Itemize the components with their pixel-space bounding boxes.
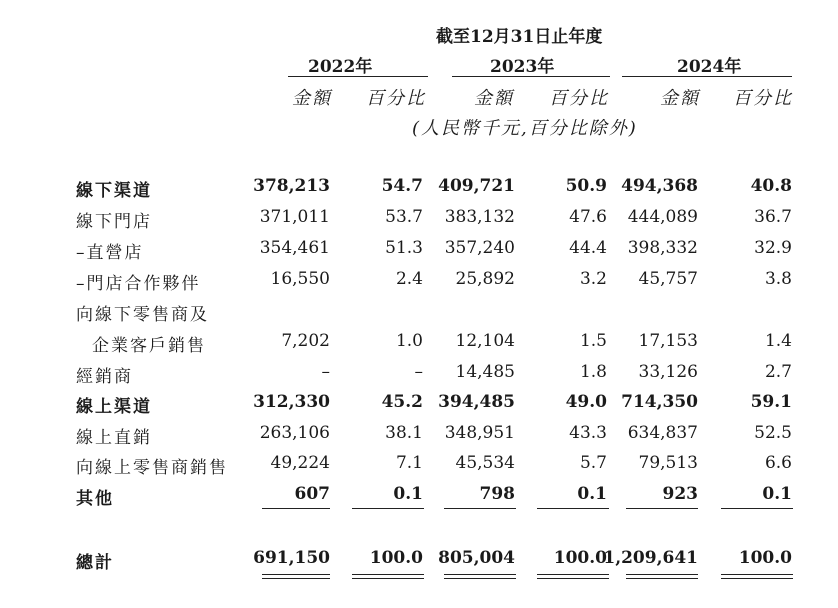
total-2023-percent: 100.0 xyxy=(553,548,607,568)
subtotal-line-2022-amount xyxy=(262,508,330,509)
row-cell: 714,350 xyxy=(621,392,698,412)
row-cell: 17,153 xyxy=(638,331,698,351)
row-label: 向線下零售商及 xyxy=(76,305,209,325)
row-cell: 38.1 xyxy=(385,423,423,443)
row-label: 線上直銷 xyxy=(76,428,152,448)
row-cell: 398,332 xyxy=(627,238,698,258)
row-cell: 54.7 xyxy=(381,176,423,196)
row-cell: 51.3 xyxy=(385,238,423,258)
subtotal-line-2023-percent xyxy=(537,508,609,509)
subtotal-line-2024-percent xyxy=(721,508,793,509)
row-cell: 0.1 xyxy=(393,484,423,504)
row-cell: 7.1 xyxy=(395,453,423,473)
row-cell: 49.0 xyxy=(565,392,607,412)
percent-label-2022: 百分比 xyxy=(366,88,426,109)
row-cell: 357,240 xyxy=(444,238,515,258)
row-cell: 607 xyxy=(294,484,330,504)
total-2024-percent: 100.0 xyxy=(738,548,792,568)
row-cell: 444,089 xyxy=(627,207,698,227)
amount-label-2024: 金額 xyxy=(660,88,700,109)
amount-label-2023: 金額 xyxy=(474,88,514,109)
row-label: 向線上零售商銷售 xyxy=(76,458,228,478)
row-cell: 45,757 xyxy=(638,269,698,289)
row-cell: 798 xyxy=(479,484,515,504)
row-cell: 1.4 xyxy=(764,331,792,351)
row-cell: 45.2 xyxy=(381,392,423,412)
total-2024-amount: 1,209,641 xyxy=(603,548,698,568)
row-cell: 2.4 xyxy=(395,269,423,289)
row-cell: 33,126 xyxy=(638,362,698,382)
total-double-line-2024-percent xyxy=(721,574,793,579)
total-double-line-2024-amount xyxy=(626,574,698,579)
year-2022-underline xyxy=(288,76,428,77)
row-cell: 1.5 xyxy=(579,331,607,351)
row-cell: 6.6 xyxy=(764,453,792,473)
row-cell: 923 xyxy=(662,484,698,504)
total-2022-percent: 100.0 xyxy=(369,548,423,568)
period-heading: 截至12月31日止年度 xyxy=(436,27,603,47)
row-cell: 45,534 xyxy=(455,453,515,473)
row-cell: 378,213 xyxy=(253,176,330,196)
row-cell: 3.2 xyxy=(579,269,607,289)
row-label: 線下門店 xyxy=(76,212,152,232)
row-cell: 494,368 xyxy=(621,176,698,196)
unit-note: (人民幣千元,百分比除外) xyxy=(412,118,638,139)
row-cell: 12,104 xyxy=(455,331,515,351)
row-cell: 0.1 xyxy=(762,484,792,504)
percent-label-2023: 百分比 xyxy=(549,88,609,109)
row-cell: 47.6 xyxy=(569,207,607,227)
subtotal-line-2024-amount xyxy=(626,508,698,509)
row-cell: 383,132 xyxy=(444,207,515,227)
row-cell: 354,461 xyxy=(259,238,330,258)
row-cell: 0.1 xyxy=(577,484,607,504)
row-cell: 3.8 xyxy=(764,269,792,289)
total-double-line-2022-percent xyxy=(352,574,424,579)
row-cell: 49,224 xyxy=(270,453,330,473)
row-cell: 36.7 xyxy=(754,207,792,227)
row-cell: 2.7 xyxy=(764,362,792,382)
row-label: 線下渠道 xyxy=(76,181,152,201)
year-2024-underline xyxy=(622,76,792,77)
row-cell: 43.3 xyxy=(569,423,607,443)
row-cell: 5.7 xyxy=(579,453,607,473)
total-double-line-2023-percent xyxy=(537,574,609,579)
row-label: 企業客戶銷售 xyxy=(92,336,206,356)
total-double-line-2022-amount xyxy=(262,574,330,579)
row-label: 線上渠道 xyxy=(76,397,152,417)
row-cell: 634,837 xyxy=(627,423,698,443)
total-2022-amount: 691,150 xyxy=(253,548,330,568)
row-label: 經銷商 xyxy=(76,367,133,387)
row-cell: 53.7 xyxy=(385,207,423,227)
row-cell: 1.0 xyxy=(395,331,423,351)
row-cell: 44.4 xyxy=(569,238,607,258)
row-cell: 59.1 xyxy=(750,392,792,412)
row-cell: 32.9 xyxy=(754,238,792,258)
year-2022-heading: 2022年 xyxy=(308,57,373,77)
row-cell: 7,202 xyxy=(281,331,330,351)
row-cell: 1.8 xyxy=(579,362,607,382)
row-cell: 50.9 xyxy=(565,176,607,196)
row-cell: 348,951 xyxy=(444,423,515,443)
row-label: –門店合作夥伴 xyxy=(76,274,201,294)
row-cell: – xyxy=(414,362,423,382)
row-label: –直營店 xyxy=(76,243,144,263)
row-cell: 14,485 xyxy=(455,362,515,382)
row-cell: 312,330 xyxy=(253,392,330,412)
row-cell: 409,721 xyxy=(438,176,515,196)
row-cell: 371,011 xyxy=(259,207,330,227)
subtotal-line-2023-amount xyxy=(444,508,516,509)
percent-label-2024: 百分比 xyxy=(733,88,793,109)
subtotal-line-2022-percent xyxy=(352,508,424,509)
row-cell: 16,550 xyxy=(270,269,330,289)
row-cell: 79,513 xyxy=(638,453,698,473)
year-2024-heading: 2024年 xyxy=(677,57,742,77)
total-label: 總計 xyxy=(76,553,114,573)
year-2023-underline xyxy=(452,76,610,77)
row-cell: 40.8 xyxy=(750,176,792,196)
row-cell: 25,892 xyxy=(455,269,515,289)
row-cell: – xyxy=(321,362,330,382)
total-double-line-2023-amount xyxy=(444,574,516,579)
amount-label-2022: 金額 xyxy=(292,88,332,109)
row-cell: 394,485 xyxy=(438,392,515,412)
total-2023-amount: 805,004 xyxy=(438,548,515,568)
year-2023-heading: 2023年 xyxy=(490,57,555,77)
row-cell: 263,106 xyxy=(259,423,330,443)
row-cell: 52.5 xyxy=(754,423,792,443)
row-label: 其他 xyxy=(76,489,114,509)
